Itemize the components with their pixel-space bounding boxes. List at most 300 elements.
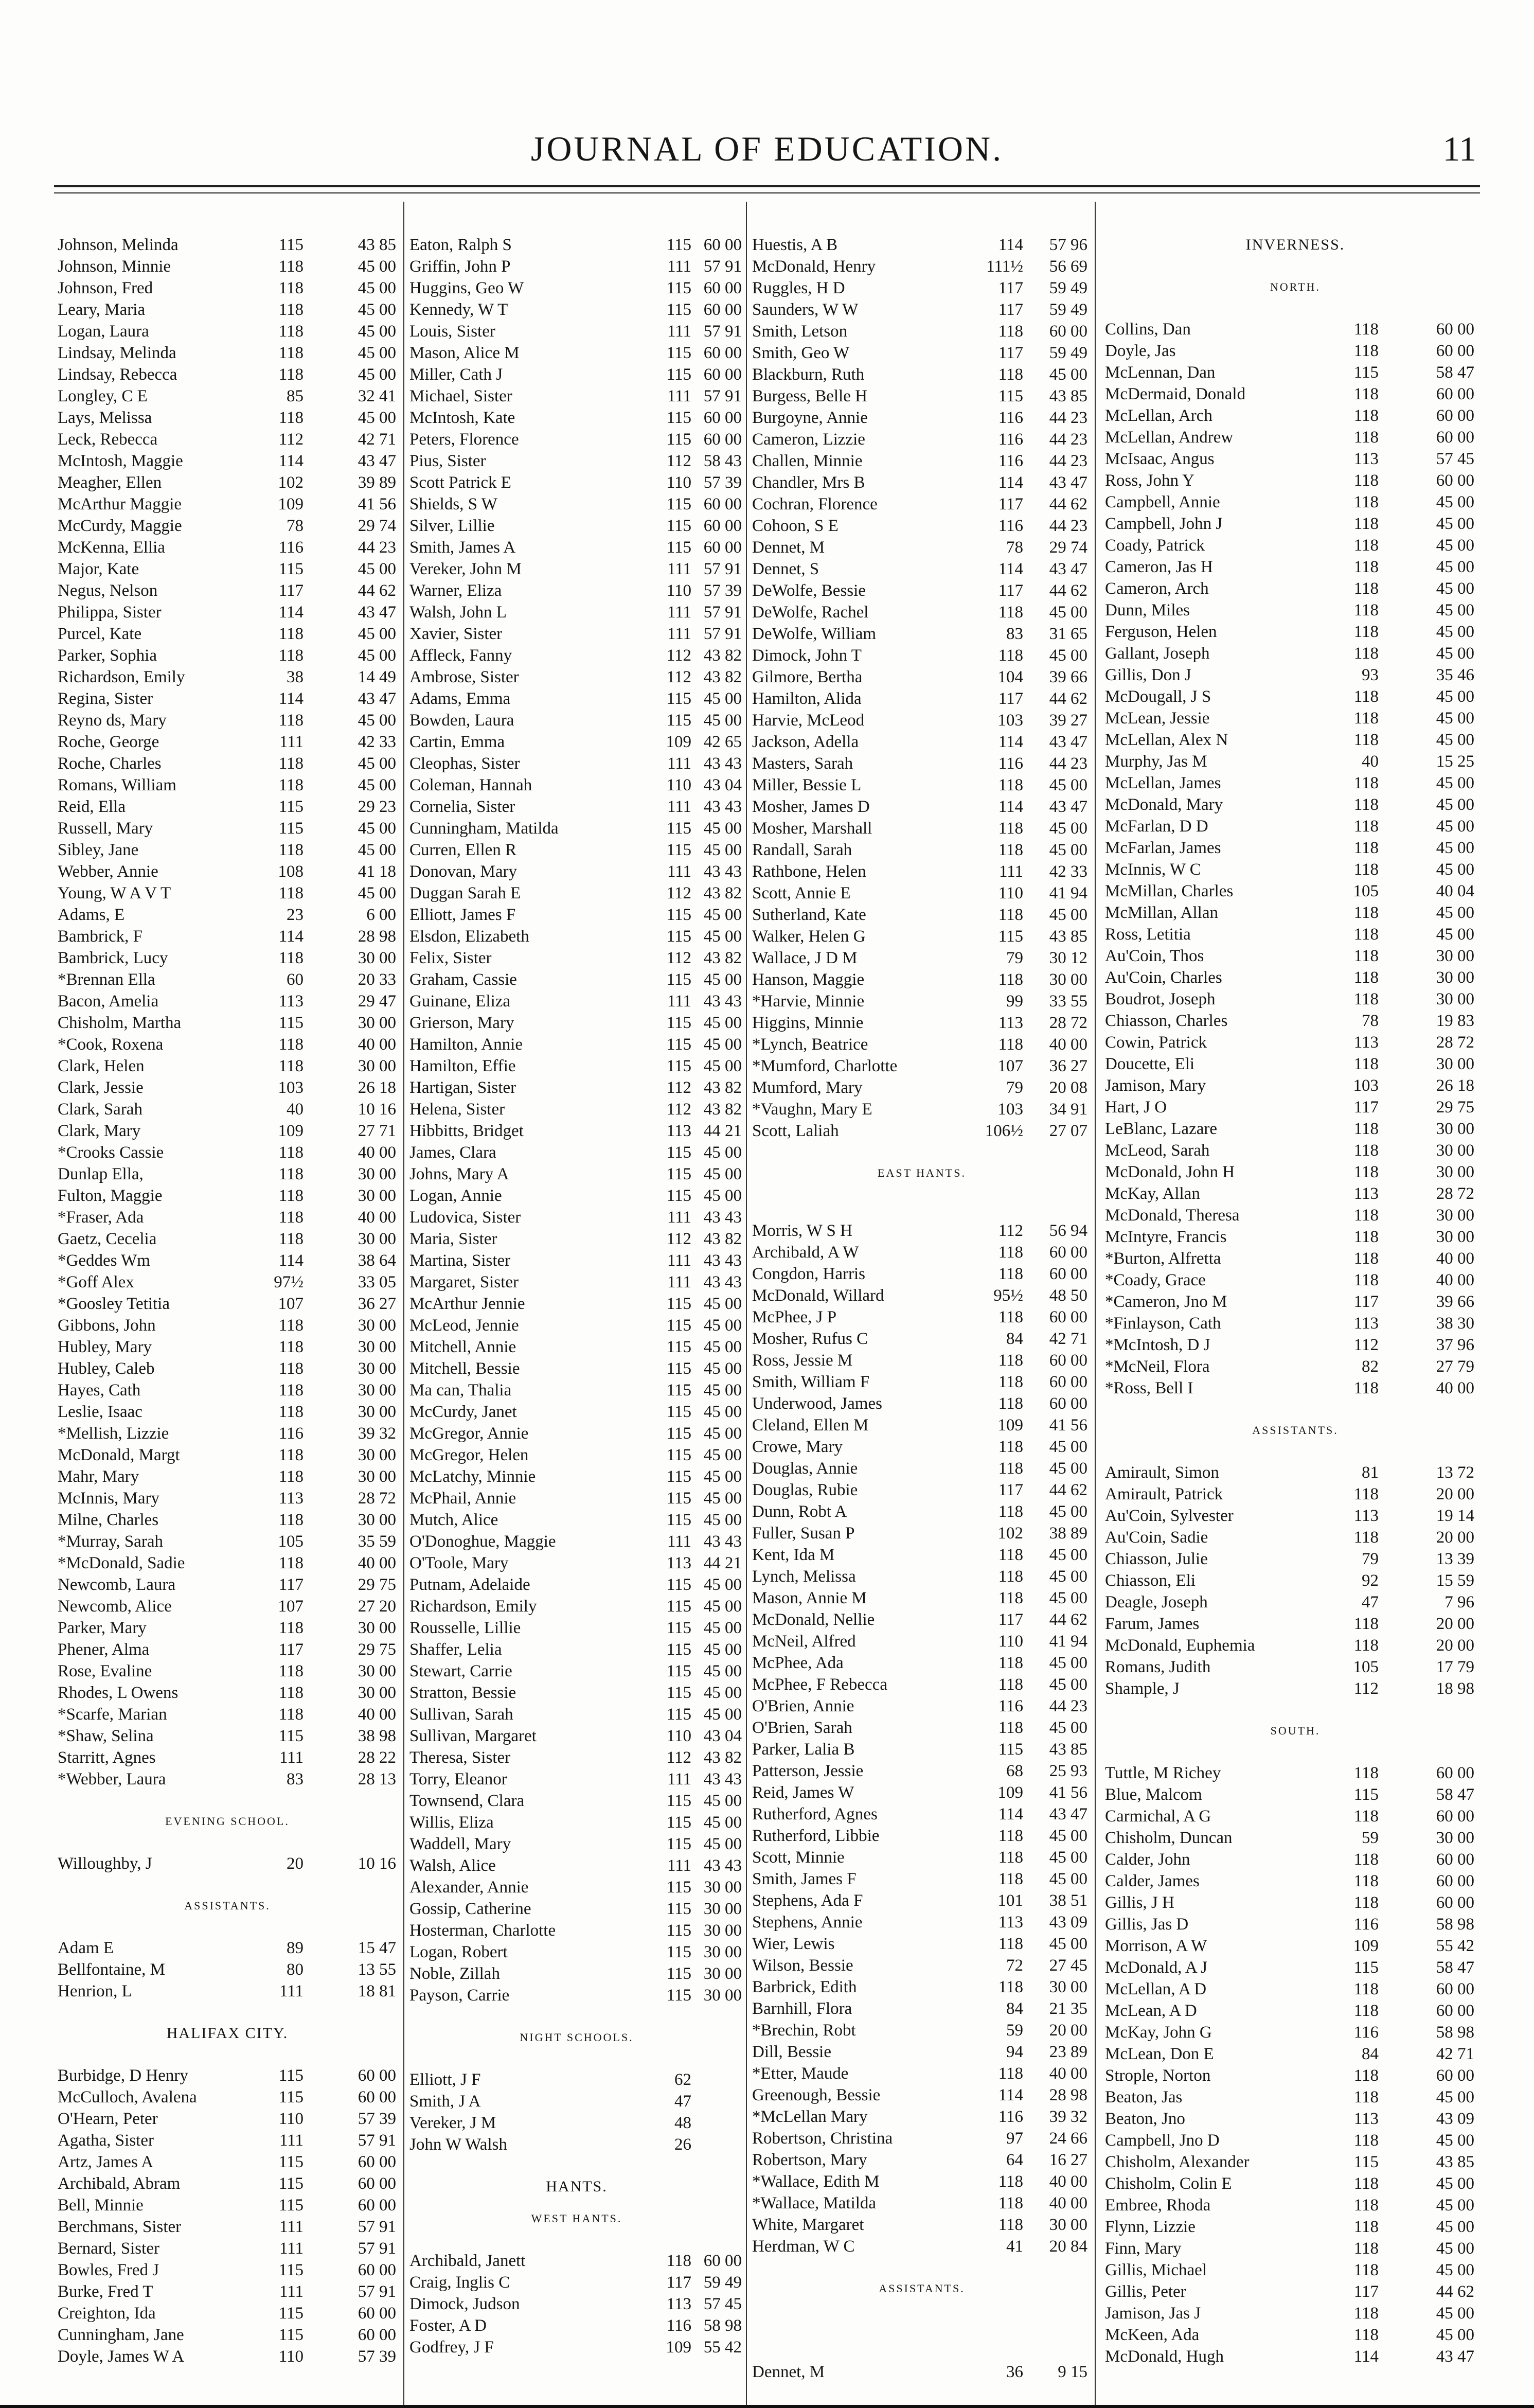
entry-days: 26 xyxy=(674,2135,691,2154)
entry-row xyxy=(58,1163,397,1185)
entry-days: 118 xyxy=(1353,2304,1379,2323)
entry-days: 117 xyxy=(998,495,1023,514)
entry-row xyxy=(58,364,397,385)
entry-amount: 45 00 xyxy=(1436,2131,1474,2150)
entry-name: Johnson, Melinda xyxy=(58,236,179,254)
entry-days: 115 xyxy=(666,430,691,449)
entry-name: Smith, James A xyxy=(409,538,516,557)
entry-row xyxy=(409,1055,744,1077)
entry-row xyxy=(1105,513,1486,535)
entry-name: Hart, J O xyxy=(1105,1098,1167,1117)
entry-amount: 44 21 xyxy=(703,1122,742,1140)
entry-name: Dunn, Robt A xyxy=(752,1502,847,1521)
entry-name: Jamison, Jas J xyxy=(1105,2304,1201,2323)
entry-days: 118 xyxy=(1353,1615,1379,1633)
entry-name: Shields, S W xyxy=(409,495,497,514)
entry-days: 115 xyxy=(666,1057,691,1075)
entry-row xyxy=(1105,1010,1486,1032)
entry-name: Gillis, J H xyxy=(1105,1893,1174,1912)
entry-amount: 43 85 xyxy=(1049,927,1087,946)
entry-amount: 44 62 xyxy=(1049,689,1087,708)
entry-days: 115 xyxy=(278,2153,304,2171)
entry-name: Noble, Zillah xyxy=(409,1964,500,1983)
entry-days: 118 xyxy=(998,1589,1023,1607)
entry-row xyxy=(1105,1032,1486,1053)
entry-row xyxy=(58,1444,397,1466)
entry-name: Smith, William F xyxy=(752,1373,870,1391)
entry-row xyxy=(58,1250,397,1271)
spacer xyxy=(1105,1699,1486,1720)
entry-row xyxy=(58,1937,397,1959)
entry-name: McLean, Jessie xyxy=(1105,709,1210,728)
entry-row xyxy=(752,623,1092,645)
entry-days: 115 xyxy=(666,970,691,989)
entry-row xyxy=(409,947,744,969)
entry-days: 118 xyxy=(1353,687,1379,706)
entry-days: 110 xyxy=(278,2110,304,2128)
entry-name: Adams, Emma xyxy=(409,689,511,708)
entry-row xyxy=(1105,427,1486,448)
entry-days: 83 xyxy=(1006,625,1023,643)
entry-name: *Etter, Maude xyxy=(752,2064,849,2083)
entry-name: Mitchell, Annie xyxy=(409,1338,516,1356)
entry-days: 116 xyxy=(998,754,1023,773)
entry-row xyxy=(58,299,397,321)
entry-days: 118 xyxy=(1353,2196,1379,2215)
entry-amount: 45 00 xyxy=(1436,2239,1474,2258)
entry-row xyxy=(1105,794,1486,816)
entry-row xyxy=(409,1099,744,1120)
entry-row xyxy=(752,515,1092,537)
spacer xyxy=(409,2229,744,2250)
entry-row xyxy=(58,1552,397,1574)
entry-days: 114 xyxy=(278,689,304,708)
entry-amount: 43 47 xyxy=(1049,473,1087,492)
entry-days: 116 xyxy=(1353,1915,1379,1934)
entry-days: 112 xyxy=(666,668,691,686)
entry-amount: 45 00 xyxy=(1049,1459,1087,1478)
entry-row xyxy=(1105,2043,1486,2065)
entry-row xyxy=(58,580,397,601)
entry-name: Ambrose, Sister xyxy=(409,668,519,686)
entry-days: 105 xyxy=(278,1532,304,1551)
entry-row xyxy=(752,2361,1092,2383)
entry-amount: 60 00 xyxy=(1436,1850,1474,1869)
entry-days: 109 xyxy=(278,1122,304,1140)
entry-name: James, Clara xyxy=(409,1143,496,1162)
entry-amount: 45 00 xyxy=(1436,860,1474,879)
entry-days: 84 xyxy=(1006,1330,1023,1348)
entry-amount: 45 00 xyxy=(1436,795,1474,814)
entry-days: 115 xyxy=(666,711,691,730)
entry-days: 118 xyxy=(1353,1379,1379,1397)
entry-days: 115 xyxy=(278,798,304,816)
entry-amount: 44 23 xyxy=(1049,517,1087,535)
entry-days: 118 xyxy=(1353,1141,1379,1160)
entry-name: Sibley, Jane xyxy=(58,841,139,859)
entry-days: 118 xyxy=(278,1684,304,1702)
entry-row xyxy=(752,1393,1092,1414)
entry-row xyxy=(409,1228,744,1250)
entry-name: Au'Coin, Charles xyxy=(1105,968,1222,987)
entry-row xyxy=(409,1747,744,1768)
entry-days: 118 xyxy=(998,1870,1023,1888)
entry-name: Agatha, Sister xyxy=(58,2131,154,2150)
entry-row xyxy=(752,2192,1092,2214)
entry-amount: 59 49 xyxy=(1049,344,1087,362)
entry-row xyxy=(752,277,1092,299)
entry-name: Creighton, Ida xyxy=(58,2304,156,2323)
entry-days: 68 xyxy=(1006,1762,1023,1780)
entry-amount: 19 83 xyxy=(1436,1012,1474,1030)
entry-name: Au'Coin, Thos xyxy=(1105,947,1204,965)
entry-amount: 43 09 xyxy=(1049,1913,1087,1932)
entry-row xyxy=(409,688,744,710)
entry-row xyxy=(58,2194,397,2216)
entry-amount: 43 47 xyxy=(358,689,396,708)
spacer xyxy=(58,2002,397,2023)
column-1 xyxy=(58,234,397,2367)
entry-amount: 45 00 xyxy=(1436,687,1474,706)
entry-amount: 60 00 xyxy=(1436,428,1474,447)
entry-name: Greenough, Bessie xyxy=(752,2086,881,2104)
entry-row xyxy=(1105,1356,1486,1377)
entry-name: Clark, Jessie xyxy=(58,1078,144,1097)
entry-row xyxy=(409,580,744,601)
entry-name: Barbrick, Edith xyxy=(752,1978,857,1996)
entry-name: McDermaid, Donald xyxy=(1105,385,1246,403)
entry-amount: 60 00 xyxy=(1436,471,1474,490)
entry-row xyxy=(752,1544,1092,1566)
entry-days: 115 xyxy=(1353,1785,1379,1804)
entry-days: 118 xyxy=(1353,774,1379,792)
entry-name: Archibald, A W xyxy=(752,1243,859,1262)
entry-days: 118 xyxy=(278,754,304,773)
entry-row xyxy=(1105,1591,1486,1613)
entry-amount: 43 43 xyxy=(703,992,742,1011)
entry-days: 117 xyxy=(666,2273,691,2292)
entry-days: 115 xyxy=(666,495,691,514)
entry-days: 118 xyxy=(278,646,304,665)
entry-row xyxy=(1105,2216,1486,2238)
entry-name: McKeen, Ada xyxy=(1105,2326,1200,2344)
entry-days: 118 xyxy=(1353,795,1379,814)
entry-row xyxy=(752,1998,1092,2020)
entry-days: 118 xyxy=(998,1502,1023,1521)
entry-amount: 45 00 xyxy=(1049,906,1087,924)
entry-name: Calder, James xyxy=(1105,1872,1200,1890)
entry-name: Fuller, Susan P xyxy=(752,1524,855,1543)
entry-days: 118 xyxy=(1353,493,1379,511)
entry-days: 94 xyxy=(1006,2043,1023,2061)
entry-days: 117 xyxy=(998,581,1023,600)
entry-days: 115 xyxy=(1353,2153,1379,2171)
column-divider xyxy=(1095,202,1096,2408)
entry-days: 20 xyxy=(287,1854,304,1873)
entry-amount: 30 00 xyxy=(1436,1163,1474,1181)
entry-days: 111 xyxy=(279,2239,304,2258)
entry-amount: 45 00 xyxy=(1436,493,1474,511)
entry-days: 115 xyxy=(666,1143,691,1162)
entry-name: Robertson, Christina xyxy=(752,2129,893,2148)
entry-name: McPhee, F Rebecca xyxy=(752,1675,887,1694)
entry-days: 118 xyxy=(1353,320,1379,339)
entry-amount: 45 00 xyxy=(1049,365,1087,384)
entry-amount: 44 62 xyxy=(1049,495,1087,514)
entry-row xyxy=(752,1955,1092,1976)
entry-name: Longley, C E xyxy=(58,387,148,405)
entry-days: 115 xyxy=(278,2326,304,2344)
entry-days: 118 xyxy=(998,819,1023,838)
spacer xyxy=(1105,256,1486,276)
entry-name: McIsaac, Angus xyxy=(1105,450,1215,468)
entry-amount: 45 00 xyxy=(703,689,742,708)
entry-row xyxy=(58,818,397,839)
entry-name: *Goosley Tetitia xyxy=(58,1295,170,1313)
entry-row xyxy=(409,2069,744,2091)
entry-days: 111 xyxy=(279,2131,304,2150)
entry-days: 115 xyxy=(666,517,691,535)
entry-days: 111 xyxy=(667,1856,691,1875)
entry-days: 118 xyxy=(1353,601,1379,619)
entry-row xyxy=(1105,1635,1486,1656)
entry-days: 118 xyxy=(278,1511,304,1529)
entry-name: Archibald, Janett xyxy=(409,2252,526,2270)
entry-name: Cameron, Lizzie xyxy=(752,430,865,449)
entry-days: 116 xyxy=(998,517,1023,535)
entry-name: Gossip, Catherine xyxy=(409,1900,531,1918)
entry-name: Elliott, J F xyxy=(409,2070,481,2089)
entry-days: 115 xyxy=(278,2196,304,2215)
entry-amount: 28 98 xyxy=(358,927,396,946)
entry-name: Shaffer, Lelia xyxy=(409,1640,502,1659)
entry-days: 118 xyxy=(998,1308,1023,1326)
entry-name: O'Hearn, Peter xyxy=(58,2110,158,2128)
entry-amount: 30 00 xyxy=(1436,1228,1474,1246)
entry-row xyxy=(752,2106,1092,2128)
entry-days: 118 xyxy=(1353,1228,1379,1246)
entry-name: Morris, W S H xyxy=(752,1221,852,1240)
entry-row xyxy=(58,385,397,407)
entry-name: Campbell, John J xyxy=(1105,515,1223,533)
entry-days: 118 xyxy=(278,1187,304,1205)
entry-name: DeWolfe, Rachel xyxy=(752,603,869,622)
entry-name: Calder, John xyxy=(1105,1850,1190,1869)
entry-days: 115 xyxy=(666,1662,691,1680)
entry-name: Wier, Lewis xyxy=(752,1935,835,1953)
entry-amount: 16 27 xyxy=(1049,2151,1087,2169)
entry-row xyxy=(409,1034,744,1055)
entry-row xyxy=(409,1466,744,1488)
entry-amount: 44 62 xyxy=(1049,581,1087,600)
entry-row xyxy=(409,1682,744,1704)
entry-row xyxy=(1105,1205,1486,1226)
entry-name: McCurdy, Janet xyxy=(409,1403,517,1421)
entry-amount: 39 27 xyxy=(1049,711,1087,730)
entry-days: 113 xyxy=(666,1122,691,1140)
entry-days: 118 xyxy=(998,2194,1023,2212)
entry-amount: 30 00 xyxy=(1049,2216,1087,2234)
entry-days: 116 xyxy=(1353,2023,1379,2042)
entry-name: Dennet, M xyxy=(752,538,825,557)
entry-row xyxy=(1105,1075,1486,1096)
entry-name: Hamilton, Annie xyxy=(409,1035,523,1054)
entry-amount: 43 43 xyxy=(703,754,742,773)
entry-days: 118 xyxy=(278,1705,304,1724)
entry-row xyxy=(752,493,1092,515)
entry-amount: 45 00 xyxy=(358,776,396,794)
entry-days: 115 xyxy=(666,1705,691,1724)
entry-row xyxy=(58,969,397,990)
entry-days: 112 xyxy=(666,452,691,470)
entry-name: Coleman, Hannah xyxy=(409,776,532,794)
entry-amount: 60 00 xyxy=(1436,2066,1474,2085)
entry-row xyxy=(752,2063,1092,2084)
entry-name: Lynch, Melissa xyxy=(752,1567,856,1586)
entry-row xyxy=(58,2346,397,2367)
entry-days: 115 xyxy=(666,1446,691,1464)
entry-days: 111 xyxy=(667,257,691,276)
entry-name: Walker, Helen G xyxy=(752,927,866,946)
entry-amount: 30 00 xyxy=(1436,990,1474,1008)
entry-amount: 30 00 xyxy=(1436,947,1474,965)
entry-amount: 45 00 xyxy=(1436,2261,1474,2279)
entry-name: Campbell, Jno D xyxy=(1105,2131,1220,2150)
entry-row xyxy=(58,1012,397,1034)
entry-name: McLellan, James xyxy=(1105,774,1221,792)
entry-row xyxy=(752,1760,1092,1782)
entry-amount: 60 00 xyxy=(1049,1265,1087,1283)
entry-name: *Brechin, Robt xyxy=(752,2021,856,2040)
entry-amount: 45 00 xyxy=(1436,623,1474,641)
entry-row xyxy=(409,493,744,515)
entry-name: Sutherland, Kate xyxy=(752,906,866,924)
entry-amount: 10 16 xyxy=(358,1854,396,1873)
entry-amount: 40 00 xyxy=(1436,1271,1474,1289)
entry-amount: 45 00 xyxy=(358,819,396,838)
entry-days: 72 xyxy=(1006,1956,1023,1975)
entry-row xyxy=(1105,556,1486,578)
entry-row xyxy=(409,321,744,342)
entry-name: Mitchell, Bessie xyxy=(409,1359,520,1378)
entry-amount: 45 00 xyxy=(1049,1935,1087,1953)
entry-row xyxy=(1105,1096,1486,1118)
entry-days: 103 xyxy=(997,711,1023,730)
entry-amount: 60 00 xyxy=(1436,1764,1474,1782)
entry-row xyxy=(409,1531,744,1552)
entry-days: 99 xyxy=(1006,992,1023,1011)
entry-amount: 60 00 xyxy=(703,300,742,319)
entry-amount: 43 85 xyxy=(1049,387,1087,405)
entry-days: 115 xyxy=(666,1403,691,1421)
entry-amount: 41 18 xyxy=(358,862,396,881)
entry-days: 118 xyxy=(278,711,304,730)
entry-amount: 45 00 xyxy=(703,1597,742,1616)
entry-days: 118 xyxy=(1353,1271,1379,1289)
entry-row xyxy=(409,1293,744,1315)
entry-amount: 45 00 xyxy=(1049,1502,1087,1521)
entry-amount: 45 00 xyxy=(1436,2088,1474,2106)
entry-days: 118 xyxy=(1353,2326,1379,2344)
entry-days: 118 xyxy=(1353,1163,1379,1181)
entry-row xyxy=(409,2091,744,2112)
entry-amount: 58 47 xyxy=(1436,1785,1474,1804)
entry-row xyxy=(752,1933,1092,1955)
entry-amount: 45 00 xyxy=(1436,2174,1474,2193)
subsection-heading: ASSISTANTS. xyxy=(184,1899,271,1912)
entry-amount: 45 00 xyxy=(358,884,396,902)
entry-days: 115 xyxy=(666,1489,691,1508)
entry-row xyxy=(409,299,744,321)
entry-row xyxy=(752,2214,1092,2236)
entry-name: *Harvie, Minnie xyxy=(752,992,865,1011)
entry-row xyxy=(752,818,1092,839)
entry-row xyxy=(409,1250,744,1271)
entry-name: Flynn, Lizzie xyxy=(1105,2218,1196,2236)
entry-days: 93 xyxy=(1362,666,1379,684)
entry-row xyxy=(1105,945,1486,967)
entry-days: 118 xyxy=(998,2172,1023,2191)
entry-days: 116 xyxy=(998,452,1023,470)
entry-amount: 60 00 xyxy=(1436,1807,1474,1826)
entry-amount: 57 91 xyxy=(358,2282,396,2301)
entry-row xyxy=(409,385,744,407)
entry-days: 115 xyxy=(278,2088,304,2106)
entry-name: Chandler, Mrs B xyxy=(752,473,865,492)
entry-amount: 43 43 xyxy=(703,1856,742,1875)
entry-row xyxy=(1105,2151,1486,2173)
entry-days: 78 xyxy=(1362,1012,1379,1030)
entry-row xyxy=(1105,2259,1486,2281)
entry-amount: 13 72 xyxy=(1436,1463,1474,1482)
entry-days: 118 xyxy=(278,841,304,859)
entry-row xyxy=(1105,621,1486,643)
entry-name: Burke, Fred T xyxy=(58,2282,153,2301)
entry-days: 85 xyxy=(287,387,304,405)
entry-row xyxy=(409,1185,744,1207)
entry-name: Lays, Melissa xyxy=(58,409,152,427)
entry-days: 118 xyxy=(1353,817,1379,836)
entry-row xyxy=(409,753,744,774)
entry-amount: 26 18 xyxy=(358,1078,396,1097)
entry-amount: 58 98 xyxy=(703,2316,742,2335)
entry-days: 82 xyxy=(1362,1357,1379,1376)
entry-days: 115 xyxy=(666,927,691,946)
entry-row xyxy=(1105,2346,1486,2367)
entry-row xyxy=(1105,2108,1486,2130)
entry-row xyxy=(58,710,397,731)
entry-days: 115 xyxy=(666,1187,691,1205)
entry-amount: 45 00 xyxy=(703,1467,742,1486)
entry-name: *Shaw, Selina xyxy=(58,1727,154,1745)
entry-days: 118 xyxy=(1353,925,1379,944)
entry-amount: 30 00 xyxy=(1436,1120,1474,1138)
spacer xyxy=(1105,298,1486,318)
entry-days: 95½ xyxy=(993,1286,1023,1305)
entry-name: Rhodes, L Owens xyxy=(58,1684,179,1702)
entry-name: Philippa, Sister xyxy=(58,603,162,622)
entry-amount: 45 00 xyxy=(1436,731,1474,749)
entry-name: Ross, John Y xyxy=(1105,471,1194,490)
entry-name: Rutherford, Agnes xyxy=(752,1805,878,1823)
entry-row xyxy=(752,299,1092,321)
entry-amount: 60 00 xyxy=(358,2261,396,2279)
entry-row xyxy=(58,1228,397,1250)
entry-row xyxy=(409,537,744,558)
entry-name: O'Toole, Mary xyxy=(409,1554,509,1572)
entry-row xyxy=(752,1803,1092,1825)
entry-amount: 45 00 xyxy=(703,1403,742,1421)
